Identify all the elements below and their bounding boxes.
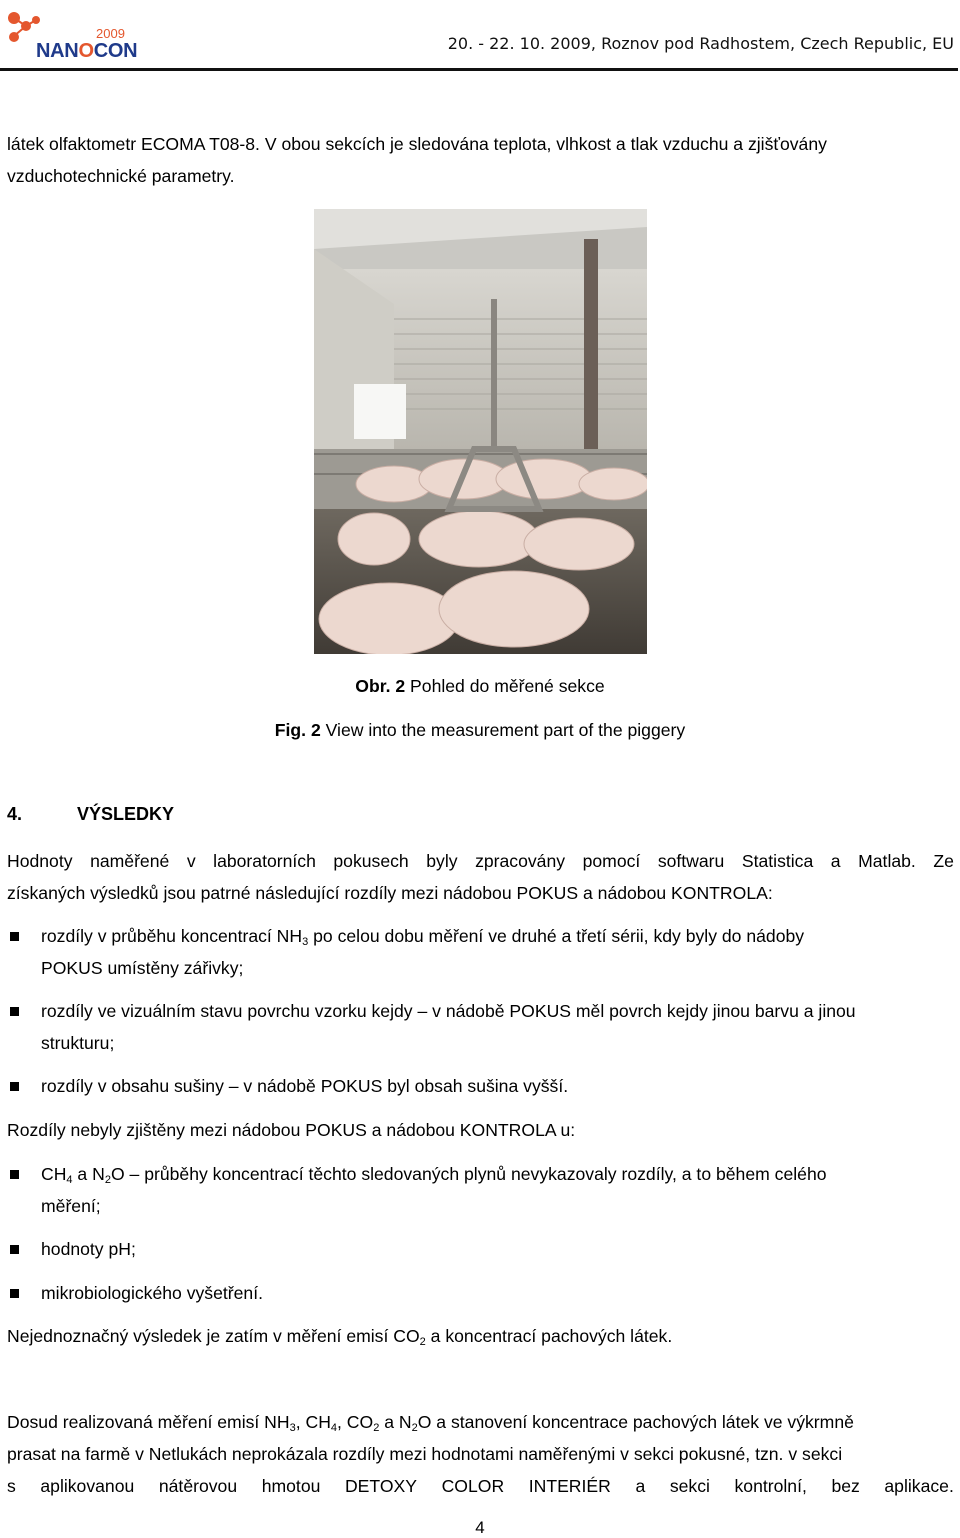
results-line-2: získaných výsledků jsou patrné následující rozdíly mezi nádobou POKUS a nádobou KONTROLA: (7, 883, 773, 903)
bullet-square-icon (10, 1170, 19, 1179)
intro-line-2: vzduchotechnické parametry. (7, 166, 235, 186)
caption-en: Fig. 2 View into the measurement part of the piggery (274, 720, 686, 740)
piggery-photo-illustration (314, 209, 647, 654)
section-heading: 4. VÝSLEDKY (7, 804, 175, 824)
bullet-square-icon (10, 1082, 19, 1091)
bullet-square-icon (10, 1007, 19, 1016)
logo-year: 2009 (96, 26, 125, 41)
page-number: 4 (475, 1518, 485, 1537)
header-divider (0, 68, 958, 71)
results-paragraph-1 (7, 845, 954, 909)
logo-wordmark: NANOCON (36, 40, 138, 62)
intro-paragraph (7, 128, 954, 192)
caption-cz: Obr. 2 Pohled do měřené sekce (355, 676, 605, 696)
results-paragraph-2: Rozdíly nebyly zjištěny mezi nádobou POKUS a nádobou KONTROLA u: (7, 1120, 576, 1140)
results-line-1: Hodnoty naměřené v laboratorních pokusech byly zpracovány pomocí softwaru Statistica a Matlab. Ze (7, 851, 954, 871)
piggery-photo (314, 209, 647, 654)
intro-line-1: látek olfaktometr ECOMA T08-8. V obou sekcích je sledována teplota, vlhkost a tlak vzduchu a zjišťovány (7, 134, 827, 154)
conference-info: 20. - 22. 10. 2009, Roznov pod Radhostem, Czech Republic, EU (447, 34, 954, 53)
bullet-square-icon (10, 1245, 19, 1254)
results-paragraph-4: Dosud realizovaná měření emisí $NH_3$, $CH_4$, $CO_2$ a $N_2O$ a stanovení koncentrace pachových látek ve výkrmně prasat na farmě v Netlukách neprokázala rozdíly mezi hodnotami naměřenými v sekci pokusné, tzn. v sekci s aplikovanou nátěrovou hmotou DETOXY COLOR INTERIÉR a sekci kontrolní, bez aplikace. (7, 1412, 954, 1496)
results-paragraph-3: Nejednoznačný výsledek je zatím v měření emisí $CO_2$ a koncentrací pachových látek. (7, 1326, 673, 1348)
bullet-square-icon (10, 1289, 19, 1298)
nanocon-logo (4, 6, 138, 64)
page-header (0, 0, 960, 72)
bullet-square-icon (10, 932, 19, 941)
